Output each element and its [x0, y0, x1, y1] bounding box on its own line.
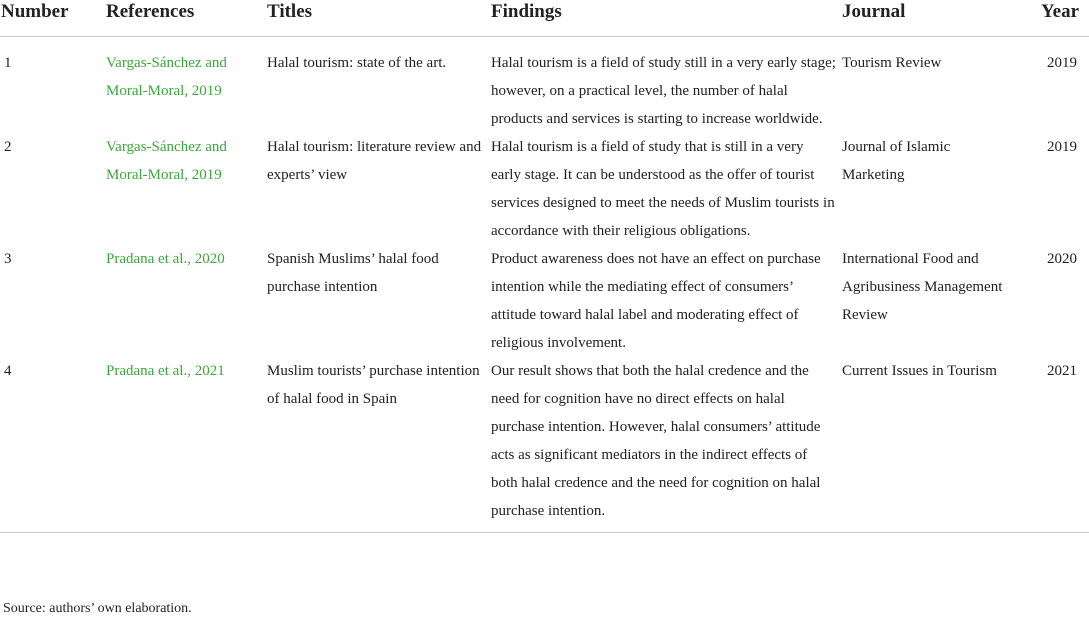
table-body — [0, 37, 1089, 533]
cell-year: 2019 — [1047, 55, 1077, 71]
cell-findings: Halal tourism is a field of study that is still in a very early stage. It can be understood as the offer of tourist services designed to meet the needs of Muslim tourists in accordance with their religious obligations. — [491, 139, 835, 239]
table-footnote: Source: authors’ own elaboration. — [3, 601, 192, 616]
table-header — [0, 0, 1089, 37]
table-row — [0, 37, 1089, 134]
cell-year: 2021 — [1020, 357, 1089, 533]
table-row — [0, 245, 1089, 357]
cell-journal: International Food and Agribusiness Management Review — [842, 251, 1003, 323]
table-row — [0, 133, 1089, 245]
header-number: Number — [0, 0, 105, 37]
cell-title: Spanish Muslims’ halal food purchase intention — [267, 251, 439, 295]
cell-findings: Our result shows that both the halal credence and the need for cognition have no direct effects on halal purchase intention. However, halal consumers’ attitude acts as significant mediators in the indirect effects of both halal credence and the need for cognition on halal purchase intention. — [490, 357, 841, 533]
header-titles: Titles — [266, 0, 490, 37]
cell-findings: Product awareness does not have an effect on purchase intention while the mediating effect of consumers’ attitude toward halal label and moderating effect of religious involvement. — [491, 251, 821, 351]
cell-number: 3 — [4, 251, 12, 267]
header-references: References — [105, 0, 266, 37]
cell-journal: Journal of Islamic Marketing — [842, 139, 951, 183]
cell-number: 2 — [4, 139, 12, 155]
cell-title: Halal tourism: literature review and experts’ view — [267, 139, 482, 183]
reference-link[interactable]: Vargas-Sánchez and Moral-Moral, 2019 — [106, 55, 227, 99]
cell-year: 2019 — [1047, 139, 1077, 155]
cell-findings: Halal tourism is a field of study still in a very early stage; however, on a practical level, the number of halal products and services is starting to increase worldwide. — [491, 55, 836, 127]
table-row — [0, 357, 1089, 533]
reference-link[interactable]: Pradana et al., 2021 — [105, 357, 266, 533]
header-row — [0, 0, 1089, 37]
cell-year: 2020 — [1047, 251, 1077, 267]
header-findings: Findings — [490, 0, 841, 37]
cell-number: 4 — [0, 357, 105, 533]
cell-journal: Current Issues in Tourism — [841, 357, 1020, 533]
cell-journal: Tourism Review — [842, 55, 942, 71]
cell-number: 1 — [4, 55, 12, 71]
cell-title: Muslim tourists’ purchase intention of halal food in Spain — [266, 357, 490, 533]
reference-link[interactable]: Vargas-Sánchez and Moral-Moral, 2019 — [106, 139, 227, 183]
header-year: Year — [1020, 0, 1089, 37]
header-journal: Journal — [841, 0, 1020, 37]
cell-title: Halal tourism: state of the art. — [267, 55, 447, 71]
reference-link[interactable]: Pradana et al., 2020 — [106, 251, 225, 267]
